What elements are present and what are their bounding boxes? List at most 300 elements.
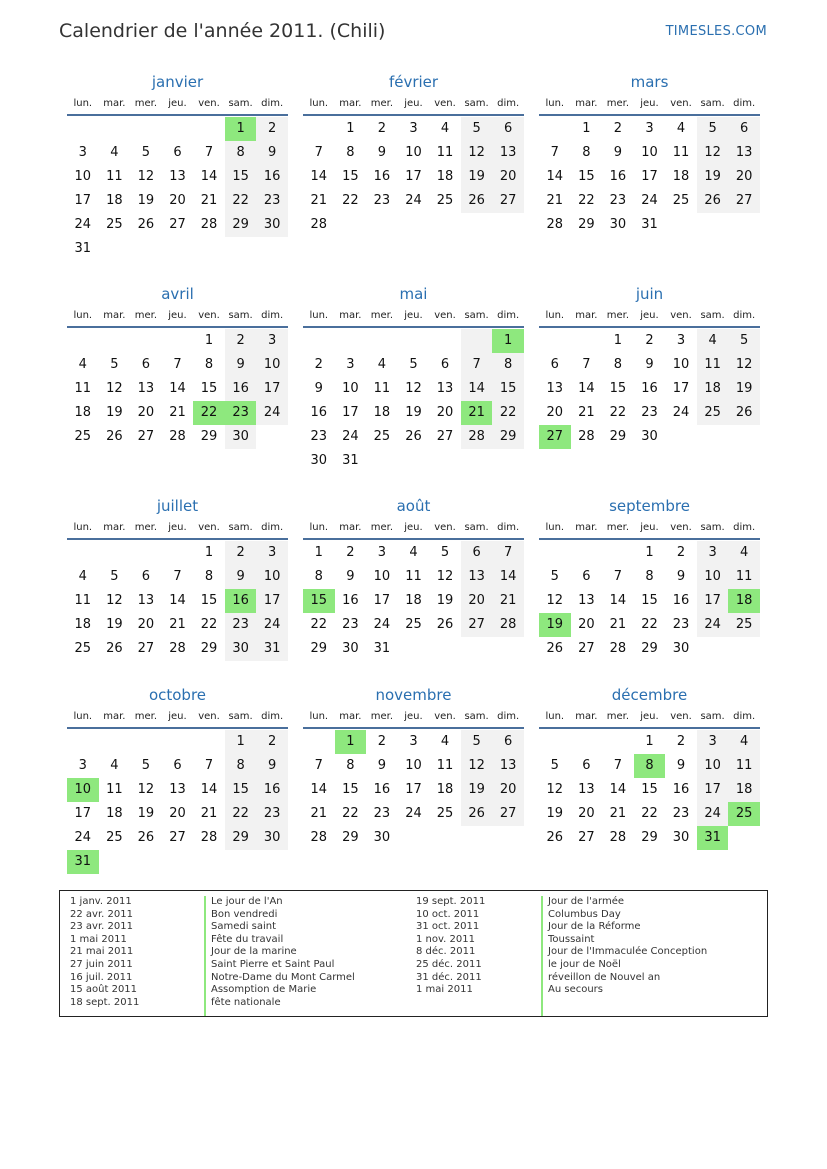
- empty-cell: [335, 329, 367, 353]
- holiday-name: réveillon de Nouvel an: [548, 971, 661, 983]
- day-cell: 20: [137, 617, 155, 632]
- day-cell: 21: [461, 401, 493, 425]
- day-cell: 29: [578, 217, 595, 232]
- weekday-label: lun.: [73, 710, 93, 722]
- holiday-date: 1 janv. 2011: [70, 896, 132, 907]
- day-cell: 3: [409, 734, 418, 749]
- day-cell: 21: [578, 405, 595, 420]
- day-cell: 2: [314, 357, 323, 372]
- day-cell: 1: [645, 545, 654, 560]
- day-cell: 14: [609, 782, 627, 797]
- empty-cell: [429, 449, 461, 473]
- day-cell: 13: [169, 169, 186, 184]
- day-cell: 13: [492, 754, 524, 778]
- empty-cell: [162, 541, 194, 565]
- day-cell: 14: [546, 169, 564, 184]
- weekday-label: jeu.: [640, 521, 659, 533]
- empty-cell: [130, 541, 162, 565]
- holiday-date: 25 déc. 2011: [416, 958, 482, 970]
- day-cell: 18: [74, 617, 92, 632]
- day-cell: 12: [697, 141, 729, 165]
- day-cell: 28: [310, 830, 328, 845]
- day-cell: 9: [256, 754, 288, 778]
- empty-cell: [366, 329, 398, 353]
- day-cell: 2: [225, 541, 257, 565]
- day-cell: 19: [137, 806, 155, 821]
- holiday-date: 16 juil. 2011: [70, 971, 133, 983]
- holiday-date: 10 oct. 2011: [416, 908, 480, 920]
- day-cell: 11: [106, 169, 123, 184]
- day-cell: 8: [634, 754, 666, 778]
- day-cell: 21: [609, 617, 627, 632]
- day-cell: 23: [373, 806, 391, 821]
- day-cell: 17: [373, 593, 391, 608]
- day-cell: 26: [436, 617, 454, 632]
- day-cell: 26: [106, 429, 123, 444]
- weekday-label: dim.: [261, 521, 284, 533]
- holiday-name: Notre-Dame du Mont Carmel: [211, 971, 355, 983]
- day-cell: 12: [137, 169, 155, 184]
- day-grid: [539, 730, 760, 850]
- weekday-label: ven.: [670, 521, 692, 533]
- empty-cell: [366, 213, 398, 237]
- empty-cell: [461, 449, 493, 473]
- weekday-header: [539, 92, 760, 116]
- day-cell: 17: [256, 377, 288, 401]
- weekday-label: mer.: [134, 521, 158, 533]
- day-cell: 14: [492, 565, 524, 589]
- day-cell: 15: [578, 169, 595, 184]
- weekday-label: mar.: [575, 309, 598, 321]
- day-cell: 27: [436, 429, 454, 444]
- weekday-label: lun.: [309, 97, 329, 109]
- day-cell: 28: [200, 830, 218, 845]
- empty-cell: [130, 117, 162, 141]
- day-cell: 30: [641, 429, 658, 444]
- day-cell: 8: [492, 353, 524, 377]
- weekday-label: lun.: [73, 521, 93, 533]
- day-cell: 6: [141, 569, 151, 584]
- day-cell: 22: [641, 617, 658, 632]
- holiday-name: Saint Pierre et Saint Paul: [211, 958, 335, 970]
- day-cell: 5: [110, 569, 119, 584]
- weekday-label: sam.: [228, 521, 253, 533]
- day-cell: 16: [225, 377, 257, 401]
- day-cell: 11: [728, 754, 760, 778]
- day-cell: 9: [377, 145, 387, 160]
- day-cell: 15: [342, 782, 359, 797]
- day-cell: 6: [550, 357, 559, 372]
- month-block: [67, 284, 288, 449]
- day-cell: 24: [256, 613, 288, 637]
- day-cell: 15: [200, 593, 218, 608]
- day-cell: 8: [204, 569, 214, 584]
- day-cell: 7: [613, 758, 623, 773]
- day-cell: 23: [342, 617, 359, 632]
- month-name: novembre: [375, 686, 452, 704]
- day-cell: 3: [78, 758, 87, 773]
- empty-cell: [366, 449, 398, 473]
- day-cell: 23: [373, 193, 391, 208]
- day-cell: 18: [436, 782, 454, 797]
- day-cell: 18: [728, 589, 760, 613]
- empty-cell: [728, 637, 760, 661]
- weekday-label: jeu.: [404, 521, 423, 533]
- empty-cell: [99, 237, 131, 261]
- holiday-name: Jour de l'armée: [548, 896, 625, 907]
- weekday-label: lun.: [545, 309, 565, 321]
- day-cell: 25: [373, 429, 391, 444]
- empty-cell: [162, 329, 194, 353]
- weekday-label: ven.: [670, 309, 692, 321]
- weekday-label: lun.: [309, 710, 329, 722]
- day-cell: 22: [310, 617, 328, 632]
- day-cell: 5: [409, 357, 418, 372]
- day-cell: 24: [697, 613, 729, 637]
- day-cell: 21: [492, 589, 524, 613]
- day-cell: 17: [672, 381, 690, 396]
- day-cell: 4: [409, 545, 418, 560]
- day-cell: 12: [106, 381, 123, 396]
- day-cell: 31: [256, 637, 288, 661]
- empty-cell: [67, 730, 99, 754]
- weekday-label: mer.: [606, 97, 630, 109]
- empty-cell: [398, 826, 430, 850]
- day-cell: 17: [256, 589, 288, 613]
- empty-cell: [492, 213, 524, 237]
- empty-cell: [665, 425, 697, 449]
- day-cell: 3: [256, 329, 288, 353]
- weekday-header: [67, 705, 288, 729]
- day-cell: 27: [728, 189, 760, 213]
- month-name: décembre: [611, 686, 688, 704]
- day-cell: 25: [106, 217, 123, 232]
- day-cell: 2: [256, 117, 288, 141]
- day-cell: 1: [314, 545, 323, 560]
- day-cell: 20: [137, 405, 155, 420]
- day-grid: [67, 541, 288, 661]
- day-cell: 21: [310, 806, 328, 821]
- day-cell: 1: [645, 734, 654, 749]
- site-link[interactable]: TIMESLES.COM: [665, 24, 767, 39]
- legend-dates-right: [416, 896, 541, 1016]
- day-cell: 14: [200, 782, 218, 797]
- day-cell: 20: [169, 193, 186, 208]
- holiday-name: Jour de l'Immaculée Conception: [548, 946, 708, 958]
- day-cell: 7: [173, 357, 182, 372]
- day-cell: 7: [492, 541, 524, 565]
- empty-cell: [130, 850, 162, 874]
- day-cell: 18: [106, 193, 123, 208]
- day-cell: 30: [225, 425, 257, 449]
- weekday-label: jeu.: [168, 710, 187, 722]
- day-cell: 8: [613, 357, 623, 372]
- holiday-date: 22 avr. 2011: [70, 908, 133, 920]
- day-cell: 12: [436, 569, 454, 584]
- day-cell: 4: [377, 357, 387, 372]
- day-cell: 12: [728, 353, 760, 377]
- month-block: [539, 72, 760, 237]
- day-cell: 29: [200, 429, 218, 444]
- day-cell: 1: [204, 545, 214, 560]
- empty-cell: [162, 730, 194, 754]
- day-cell: 9: [346, 569, 355, 584]
- day-cell: 1: [492, 329, 524, 353]
- holiday-name: Le jour de l'An: [211, 896, 283, 907]
- day-cell: 31: [74, 241, 92, 256]
- day-cell: 9: [613, 145, 623, 160]
- day-cell: 4: [78, 569, 87, 584]
- day-cell: 19: [106, 405, 123, 420]
- weekday-label: lun.: [73, 309, 93, 321]
- day-cell: 10: [373, 569, 391, 584]
- day-cell: 2: [225, 329, 257, 353]
- empty-cell: [130, 237, 162, 261]
- day-cell: 24: [342, 429, 359, 444]
- day-cell: 20: [169, 806, 186, 821]
- day-cell: 9: [256, 141, 288, 165]
- day-cell: 28: [609, 830, 627, 845]
- holiday-date: 21 mai 2011: [70, 946, 134, 958]
- day-cell: 7: [613, 569, 623, 584]
- day-cell: 5: [550, 758, 559, 773]
- day-cell: 17: [697, 778, 729, 802]
- day-grid: [303, 541, 524, 661]
- day-cell: 1: [225, 117, 257, 141]
- day-cell: 27: [169, 830, 186, 845]
- day-cell: 4: [697, 329, 729, 353]
- day-cell: 27: [578, 641, 595, 656]
- empty-cell: [225, 850, 257, 874]
- day-cell: 4: [728, 730, 760, 754]
- day-cell: 2: [676, 734, 686, 749]
- day-cell: 11: [74, 593, 92, 608]
- holiday-date: 27 juin 2011: [70, 958, 133, 970]
- day-cell: 22: [578, 193, 595, 208]
- day-cell: 18: [697, 377, 729, 401]
- day-cell: 10: [74, 169, 92, 184]
- day-cell: 11: [672, 145, 690, 160]
- weekday-label: lun.: [309, 309, 329, 321]
- holiday-name: Fête du travail: [211, 933, 284, 945]
- weekday-label: jeu.: [640, 97, 659, 109]
- day-cell: 8: [645, 569, 654, 584]
- weekday-label: sam.: [700, 521, 725, 533]
- day-cell: 8: [346, 145, 355, 160]
- day-cell: 17: [74, 806, 92, 821]
- empty-cell: [697, 213, 729, 237]
- empty-cell: [492, 826, 524, 850]
- day-cell: 14: [310, 169, 328, 184]
- day-cell: 25: [74, 429, 92, 444]
- weekday-label: ven.: [198, 710, 220, 722]
- day-cell: 22: [193, 401, 225, 425]
- legend-names-left: [204, 896, 416, 1016]
- weekday-header: [539, 705, 760, 729]
- day-cell: 16: [609, 169, 627, 184]
- weekday-label: mer.: [606, 521, 630, 533]
- holiday-name: Columbus Day: [548, 908, 621, 920]
- day-cell: 29: [225, 826, 257, 850]
- day-cell: 28: [200, 217, 218, 232]
- month-name: septembre: [609, 497, 690, 515]
- empty-cell: [398, 329, 430, 353]
- empty-cell: [99, 850, 131, 874]
- weekday-label: sam.: [464, 710, 489, 722]
- day-cell: 8: [314, 569, 323, 584]
- empty-cell: [162, 117, 194, 141]
- empty-cell: [571, 541, 603, 565]
- day-cell: 20: [546, 405, 564, 420]
- day-cell: 24: [74, 217, 92, 232]
- weekday-label: dim.: [497, 710, 520, 722]
- empty-cell: [193, 730, 225, 754]
- weekday-label: sam.: [228, 710, 253, 722]
- month-name: janvier: [151, 73, 204, 91]
- day-cell: 1: [335, 730, 367, 754]
- weekday-label: mar.: [575, 97, 598, 109]
- weekday-label: dim.: [733, 309, 756, 321]
- day-cell: 5: [141, 758, 151, 773]
- day-cell: 21: [169, 405, 186, 420]
- day-cell: 11: [405, 569, 422, 584]
- weekday-label: dim.: [497, 97, 520, 109]
- empty-cell: [728, 425, 760, 449]
- day-cell: 1: [225, 730, 257, 754]
- empty-cell: [193, 237, 225, 261]
- day-cell: 18: [405, 593, 422, 608]
- day-cell: 19: [697, 165, 729, 189]
- weekday-label: mar.: [575, 521, 598, 533]
- day-cell: 19: [539, 613, 571, 637]
- weekday-label: sam.: [228, 309, 253, 321]
- day-cell: 21: [200, 806, 218, 821]
- day-cell: 29: [492, 425, 524, 449]
- day-cell: 1: [613, 333, 623, 348]
- day-cell: 4: [440, 734, 450, 749]
- day-cell: 3: [409, 121, 418, 136]
- day-cell: 14: [200, 169, 218, 184]
- day-cell: 11: [106, 782, 123, 797]
- day-cell: 10: [641, 145, 658, 160]
- day-cell: 5: [461, 730, 493, 754]
- day-cell: 4: [728, 541, 760, 565]
- weekday-label: sam.: [464, 521, 489, 533]
- day-cell: 23: [672, 806, 690, 821]
- holiday-date: 31 oct. 2011: [416, 921, 480, 933]
- weekday-label: jeu.: [168, 521, 187, 533]
- weekday-header: [303, 516, 524, 540]
- day-cell: 2: [645, 333, 654, 348]
- day-cell: 27: [539, 425, 571, 449]
- day-cell: 31: [342, 453, 359, 468]
- day-grid: [67, 730, 288, 874]
- empty-cell: [162, 850, 194, 874]
- day-cell: 26: [461, 189, 493, 213]
- day-cell: 20: [492, 778, 524, 802]
- day-cell: 11: [74, 381, 92, 396]
- holiday-name: fête nationale: [211, 996, 281, 1008]
- day-cell: 25: [436, 806, 454, 821]
- weekday-label: lun.: [545, 710, 565, 722]
- day-cell: 20: [578, 617, 595, 632]
- weekday-label: sam.: [228, 97, 253, 109]
- day-cell: 21: [169, 617, 186, 632]
- day-cell: 6: [141, 357, 151, 372]
- empty-cell: [539, 730, 571, 754]
- day-cell: 1: [582, 121, 591, 136]
- day-cell: 29: [225, 213, 257, 237]
- empty-cell: [461, 826, 493, 850]
- day-cell: 18: [728, 778, 760, 802]
- day-cell: 29: [310, 641, 328, 656]
- weekday-label: dim.: [261, 710, 284, 722]
- holiday-name: Assomption de Marie: [211, 984, 317, 996]
- day-cell: 19: [436, 593, 454, 608]
- day-cell: 18: [436, 169, 454, 184]
- day-cell: 25: [672, 193, 690, 208]
- holiday-date: 1 nov. 2011: [416, 933, 475, 945]
- holiday-name: le jour de Noël: [548, 958, 621, 970]
- empty-cell: [461, 213, 493, 237]
- month-name: août: [396, 497, 431, 515]
- day-cell: 4: [78, 357, 87, 372]
- weekday-label: sam.: [700, 710, 725, 722]
- month-name: octobre: [148, 686, 207, 704]
- empty-cell: [492, 449, 524, 473]
- day-cell: 24: [373, 617, 391, 632]
- day-cell: 19: [728, 377, 760, 401]
- day-cell: 4: [440, 121, 450, 136]
- empty-cell: [429, 329, 461, 353]
- day-cell: 24: [74, 830, 92, 845]
- day-cell: 10: [405, 145, 422, 160]
- month-block: [539, 685, 760, 850]
- empty-cell: [193, 117, 225, 141]
- empty-cell: [67, 329, 99, 353]
- empty-cell: [429, 637, 461, 661]
- day-cell: 8: [346, 758, 355, 773]
- month-name: février: [388, 73, 439, 91]
- weekday-label: ven.: [198, 521, 220, 533]
- day-cell: 9: [676, 569, 686, 584]
- weekday-label: dim.: [497, 521, 520, 533]
- day-cell: 19: [461, 778, 493, 802]
- day-cell: 19: [137, 193, 155, 208]
- day-cell: 27: [492, 802, 524, 826]
- day-cell: 30: [672, 641, 690, 656]
- day-cell: 24: [672, 405, 690, 420]
- day-cell: 9: [314, 381, 323, 396]
- day-cell: 14: [310, 782, 328, 797]
- weekday-label: mer.: [370, 309, 394, 321]
- day-cell: 30: [373, 830, 391, 845]
- day-cell: 25: [74, 641, 92, 656]
- empty-cell: [571, 730, 603, 754]
- day-cell: 3: [377, 545, 387, 560]
- weekday-label: mar.: [103, 710, 126, 722]
- holiday-name: Jour de la marine: [211, 946, 297, 958]
- day-cell: 15: [225, 778, 257, 802]
- day-cell: 17: [697, 589, 729, 613]
- weekday-label: ven.: [434, 521, 456, 533]
- weekday-label: mer.: [606, 309, 630, 321]
- day-cell: 5: [141, 145, 151, 160]
- day-cell: 30: [342, 641, 359, 656]
- day-grid: [67, 329, 288, 449]
- weekday-label: lun.: [545, 97, 565, 109]
- weekday-label: dim.: [497, 309, 520, 321]
